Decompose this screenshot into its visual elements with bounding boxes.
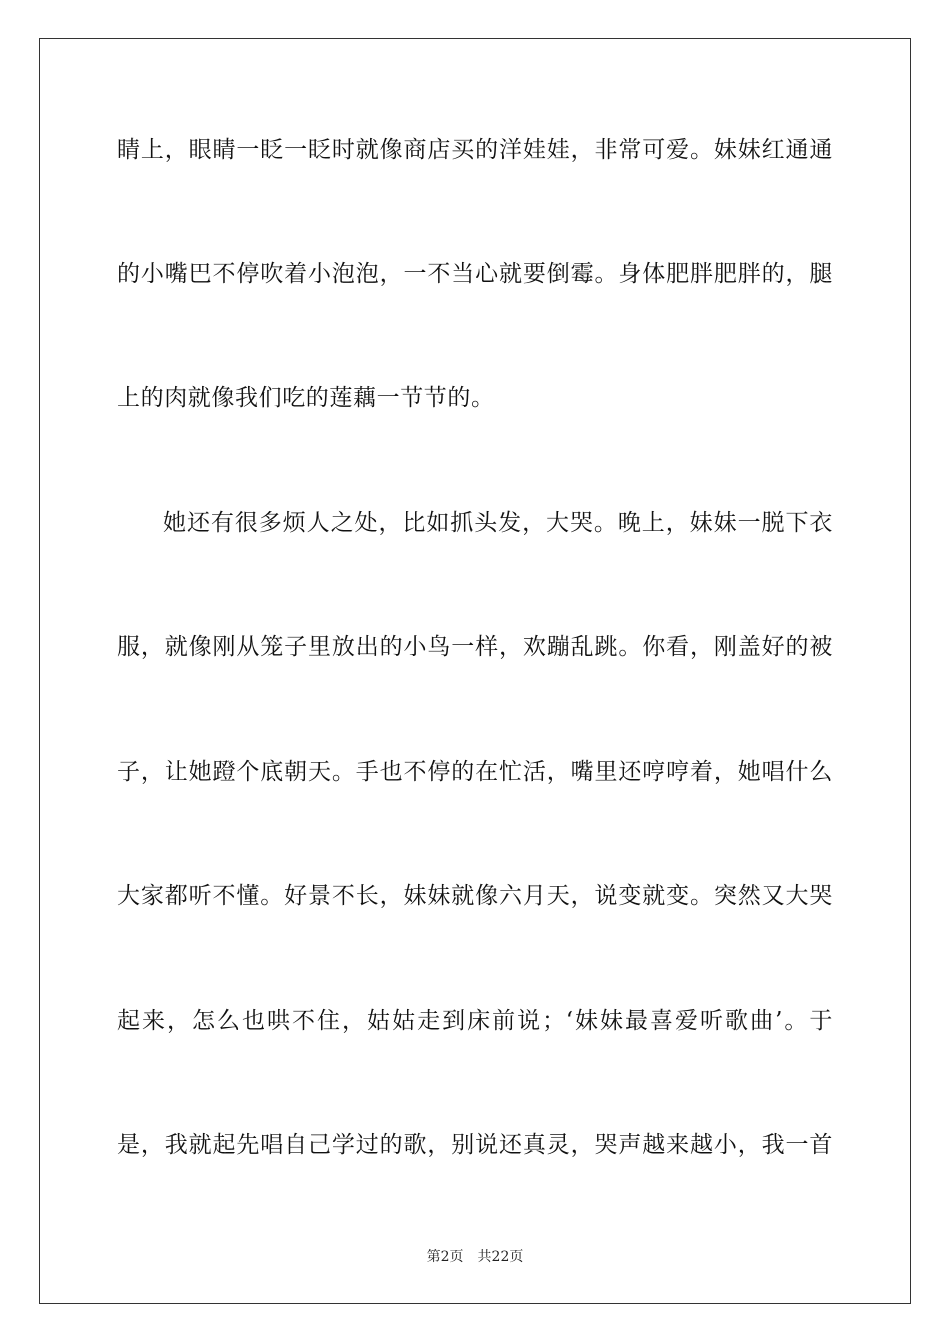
text-line: 是，我就起先唱自己学过的歌，别说还真灵，哭声越来越小，我一首	[117, 1132, 833, 1158]
page-border	[39, 38, 911, 1304]
current-page-number: 第2页	[426, 1249, 464, 1265]
text-line: 她还有很多烦人之处，比如抓头发，大哭。晚上，妹妹一脱下衣	[163, 510, 833, 536]
total-pages: 共22页	[477, 1249, 524, 1265]
text-line: 起来，怎么也哄不住，姑姑走到床前说；‘妹妹最喜爱听歌曲’。于	[117, 1008, 833, 1034]
text-line: 服，就像刚从笼子里放出的小鸟一样，欢蹦乱跳。你看，刚盖好的被	[117, 634, 833, 660]
text-line: 子，让她蹬个底朝天。手也不停的在忙活，嘴里还哼哼着，她唱什么	[117, 759, 833, 785]
text-line: 的小嘴巴不停吹着小泡泡，一不当心就要倒霉。身体肥胖肥胖的，腿	[117, 261, 833, 287]
text-line: 大家都听不懂。好景不长，妹妹就像六月天，说变就变。突然又大哭	[117, 883, 833, 909]
text-line: 睛上，眼睛一眨一眨时就像商店买的洋娃娃，非常可爱。妹妹红通通	[117, 137, 833, 163]
text-line: 上的肉就像我们吃的莲藕一节节的。	[117, 385, 495, 411]
page-footer	[0, 1248, 950, 1266]
